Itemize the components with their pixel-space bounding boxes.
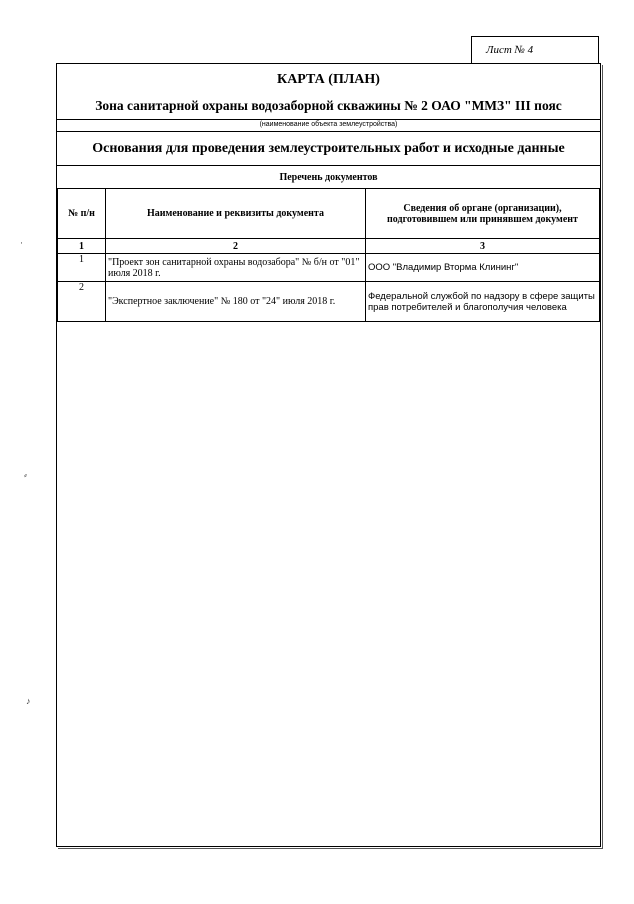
document-frame bbox=[56, 63, 601, 847]
scan-mark: ♪ bbox=[26, 696, 31, 706]
column-header: Сведения об органе (организации), подготовившем или принявшем документ bbox=[366, 189, 600, 239]
row-number: 2 bbox=[58, 282, 106, 322]
document-name: "Проект зон санитарной охраны водозабора" № б/н от "01" июля 2018 г. bbox=[106, 254, 366, 282]
object-caption: (наименование объекта землеустройства) bbox=[259, 121, 398, 128]
column-number: 2 bbox=[106, 239, 366, 254]
column-header: № п/н bbox=[58, 189, 106, 239]
row-number: 1 bbox=[58, 254, 106, 282]
table-row bbox=[58, 282, 600, 322]
divider bbox=[57, 119, 600, 120]
section-title: Основания для проведения землеустроительных работ и исходные данные bbox=[92, 141, 565, 156]
documents-list-title: Перечень документов bbox=[279, 172, 378, 183]
column-number: 1 bbox=[58, 239, 106, 254]
table-row bbox=[58, 254, 600, 282]
table-header-row bbox=[58, 189, 600, 239]
documents-table bbox=[57, 188, 600, 322]
scan-mark: ⸗ bbox=[24, 470, 27, 480]
document-title: КАРТА (ПЛАН) bbox=[277, 72, 380, 87]
scan-mark: · bbox=[20, 238, 23, 248]
column-header: Наименование и реквизиты документа bbox=[106, 189, 366, 239]
divider bbox=[57, 131, 600, 132]
zone-name: Зона санитарной охраны водозаборной скважины № 2 ОАО "ММЗ" III пояс bbox=[95, 98, 562, 113]
divider bbox=[57, 165, 600, 166]
document-name: "Экспертное заключение" № 180 от "24" июля 2018 г. bbox=[106, 282, 366, 322]
sheet-number-box bbox=[471, 36, 599, 63]
column-number-row bbox=[58, 239, 600, 254]
sheet-number: Лист № 4 bbox=[486, 44, 534, 56]
organization-name: Федеральной службой по надзору в сфере защиты прав потребителей и благополучия человека bbox=[366, 282, 600, 322]
column-number: 3 bbox=[366, 239, 600, 254]
organization-name: ООО "Владимир Вторма Клининг" bbox=[366, 254, 600, 282]
